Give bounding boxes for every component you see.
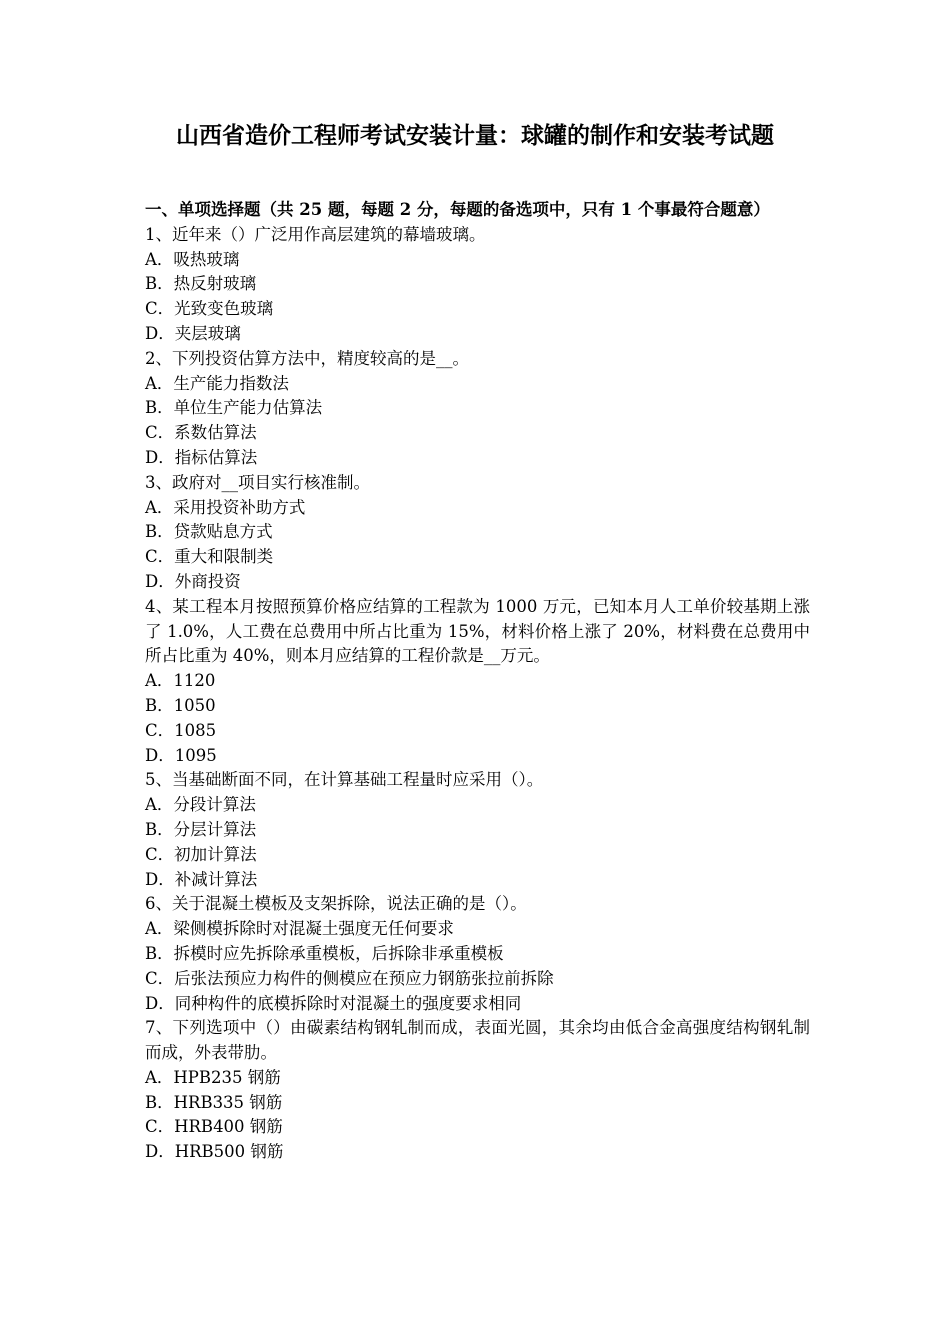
option-a: A．采用投资补助方式 (145, 497, 306, 517)
option-b: B．贷款贴息方式 (145, 522, 273, 542)
option-c: C．1085 (145, 720, 217, 740)
question-1 (145, 223, 810, 347)
option-a: A．1120 (145, 671, 216, 691)
option-b: B．单位生产能力估算法 (145, 398, 323, 418)
question-3 (145, 471, 810, 595)
option-c: C．后张法预应力构件的侧模应在预应力钢筋张拉前拆除 (145, 968, 554, 988)
option-b: B．分层计算法 (145, 819, 257, 839)
page-title: 山西省造价工程师考试安装计量：球罐的制作和安装考试题 (176, 122, 774, 149)
section-heading: 一、单项选择题（共 25 题，每题 2 分，每题的备选项中，只有 1 个事最符合题意） (145, 200, 770, 219)
question-stem: 3、政府对__项目实行核准制。 (145, 472, 370, 492)
option-b: B．1050 (145, 695, 216, 715)
option-c: C．HRB400 钢筋 (145, 1117, 283, 1137)
option-c: C．光致变色玻璃 (145, 299, 274, 319)
option-d: D．夹层玻璃 (145, 323, 241, 343)
option-c: C．初加计算法 (145, 844, 257, 864)
option-d: D．1095 (145, 745, 217, 765)
option-c: C．系数估算法 (145, 423, 257, 443)
option-c: C．重大和限制类 (145, 547, 274, 567)
option-a: A．梁侧模拆除时对混凝土强度无任何要求 (145, 919, 454, 939)
question-5 (145, 768, 810, 892)
question-stem: 2、下列投资估算方法中，精度较高的是__。 (145, 348, 469, 368)
question-stem: 6、关于混凝土模板及支架拆除，说法正确的是（）。 (145, 894, 527, 914)
question-list (145, 198, 810, 1165)
question-6 (145, 892, 810, 1016)
option-b: B．拆模时应先拆除承重模板，后拆除非承重模板 (145, 943, 504, 963)
question-stem: 5、当基础断面不同，在计算基础工程量时应采用（）。 (145, 770, 544, 790)
option-b: B．热反射玻璃 (145, 274, 257, 294)
option-a: A．生产能力指数法 (145, 373, 289, 393)
question-stem: 7、下列选项中（）由碳素结构钢轧制而成，表面光圆，其余均由低合金高强度结构钢轧制而成，外表带肋。 (145, 1018, 810, 1063)
option-d: D．外商投资 (145, 571, 241, 591)
question-7 (145, 1016, 810, 1165)
option-b: B．HRB335 钢筋 (145, 1092, 283, 1112)
option-a: A．HPB235 钢筋 (145, 1067, 281, 1087)
option-d: D．同种构件的底模拆除时对混凝土的强度要求相同 (145, 993, 522, 1013)
option-a: A．吸热玻璃 (145, 249, 240, 269)
question-4 (145, 595, 810, 769)
question-2 (145, 347, 810, 471)
option-d: D．补减计算法 (145, 869, 258, 889)
option-d: D．指标估算法 (145, 447, 258, 467)
question-stem: 1、近年来（）广泛用作高层建筑的幕墙玻璃。 (145, 224, 486, 244)
option-a: A．分段计算法 (145, 795, 256, 815)
question-stem: 4、某工程本月按照预算价格应结算的工程款为 1000 万元，已知本月人工单价较基期上涨了 1.0%，人工费在总费用中所占比重为 15%，材料价格上涨了 20%，材料费在总费用中所占比重为 40%，则本月应结算的工程价款是__万元。 (145, 596, 810, 666)
option-d: D．HRB500 钢筋 (145, 1142, 284, 1162)
